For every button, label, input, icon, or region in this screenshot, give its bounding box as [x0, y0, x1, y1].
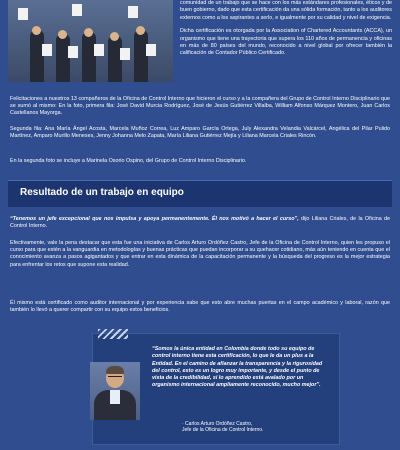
callout-signature [182, 421, 332, 434]
quote-intro-text: “Tenemos un jefe excepcional que nos impulsa y apoya permanentemente. Él nos motivó a hacer el curso”, [10, 216, 299, 222]
certificate-image [68, 46, 78, 58]
certificate-image [42, 44, 52, 56]
second-row-text: Segunda fila: Ana María Ángel Acosta, Marcela Muñoz Correa, Luz Amparo García Ortega, July Alexandra Velandia Valcárcel, Angélica del Pilar Pulido Martínez, Amparo Murillo Meneses, Jenny Johanna Melo Zapata, María Liliana Gutiérrez Mejía y Liliana Marcela Criales Rincón. [10, 126, 390, 140]
person-head [84, 28, 93, 37]
certified-text: Él mismo está certificado como auditor internacional y por experiencia sabe que esto abre muchas puertas en el campo académico y laboral, razón que también lo llevó a querer compartir con su equipo estos beneficios. [10, 300, 390, 314]
person-head [136, 26, 145, 35]
section-banner [8, 180, 392, 207]
certificate-image [72, 4, 82, 16]
photo-note-paragraph [10, 158, 390, 165]
quote-intro-paragraph [10, 216, 390, 230]
congrats-text: Felicitaciones a nuestros 13 compañeros de la Oficina de Control Interno que hicieron el curso y a la compañera del Grupo de Control Interno Disciplinario que se sumó al mismo: En la foto, primera fila: José David Murcia Rodríguez, José de Jesús Gutiérrez Villalba, William Alfonso Márquez Montero, Juan Carlos Castellanos Mayorga. [10, 96, 390, 117]
photo-note-text: En la segunda foto se incluye a Marinela Osorio Ospino, del Grupo de Control Interno Disciplinario. [10, 158, 247, 164]
person-head [58, 30, 67, 39]
section-title: Resultado de un trabajo en equipo [20, 187, 184, 198]
callout-quote: “Somos la única entidad en Colombia donde todo su equipo de control interno tiene esta certificación, lo que le da un plus a la Entidad. En el camino de afianzar la transparencia y la rigurosidad del control, esto es un logro muy importante, y desde el punto de vista de la credibilidad, si lo aprendido está avalado por un organismo internacional ampliamente reconocido, mucho mejor”. [152, 346, 323, 389]
group-photo [8, 0, 173, 82]
portrait-photo [90, 362, 140, 420]
portrait-collar [110, 390, 120, 404]
congrats-paragraph [10, 96, 390, 118]
certificate-image [128, 6, 138, 18]
certificate-image [94, 44, 104, 56]
person-figure [82, 32, 96, 82]
certificate-image [146, 44, 156, 56]
certificate-image [120, 48, 130, 60]
person-figure [134, 30, 148, 82]
intro-paragraph-2: Dicha certificación es otorgada por la Association of Chartered Accountants (ACCA), un organismo que tiene una trayectoria que supera los 110 años de permanencia y oficinas en más de 80 países del mundo, reconocido a nivel global por ofrecer también la calificación de Contador Público Certificado. [180, 28, 392, 57]
person-head [110, 32, 119, 41]
certificate-image [18, 8, 28, 20]
person-head [32, 26, 41, 35]
second-row-paragraph [10, 126, 390, 140]
initiative-paragraph [10, 240, 390, 269]
quote-attrib-text: dijo Liliana Criales, de la Oficina de Control Interno. [10, 216, 390, 230]
quote-intro-line [10, 216, 390, 230]
portrait-hair [106, 366, 124, 374]
signature-name: · Carlos Arturo Ordóñez Castro, [182, 421, 253, 427]
initiative-text: Efectivamente, vale la pena destacar que esta fue una iniciativa de Carlos Arturo Ordóñez Castro, Jefe de la Oficina de Control Interno, quien les propuso el curso para que estén a la vanguardia en metodologías y buenas prácticas que puedan incorporar a su quehacer cotidiano, más aún teniendo en cuenta que el conocimiento avanza a pasos agigantados y que entrar en esta dinámica de la capacitación permanente y la búsqueda del progreso es la mejor estrategia para enfrentar los retos que supone esta realidad. [10, 240, 390, 268]
intro-paragraph-1: comunidad de un trabajo que se hace con los más estándares profesionales, éticos y de buen gobierno, dado que esta certificación da una sólida formación, tanto a los auditores externos como a los aspirantes a serlo, e igualmente por su calidad y nivel de exigencia. [180, 0, 392, 21]
certified-paragraph [10, 300, 390, 314]
intro-text [180, 0, 392, 64]
person-figure [30, 30, 44, 82]
decorative-stripes [98, 329, 128, 339]
person-figure [56, 34, 70, 82]
glasses-icon [108, 376, 122, 380]
signature-title: Jefe de la Oficina de Control Interno. [182, 427, 264, 434]
